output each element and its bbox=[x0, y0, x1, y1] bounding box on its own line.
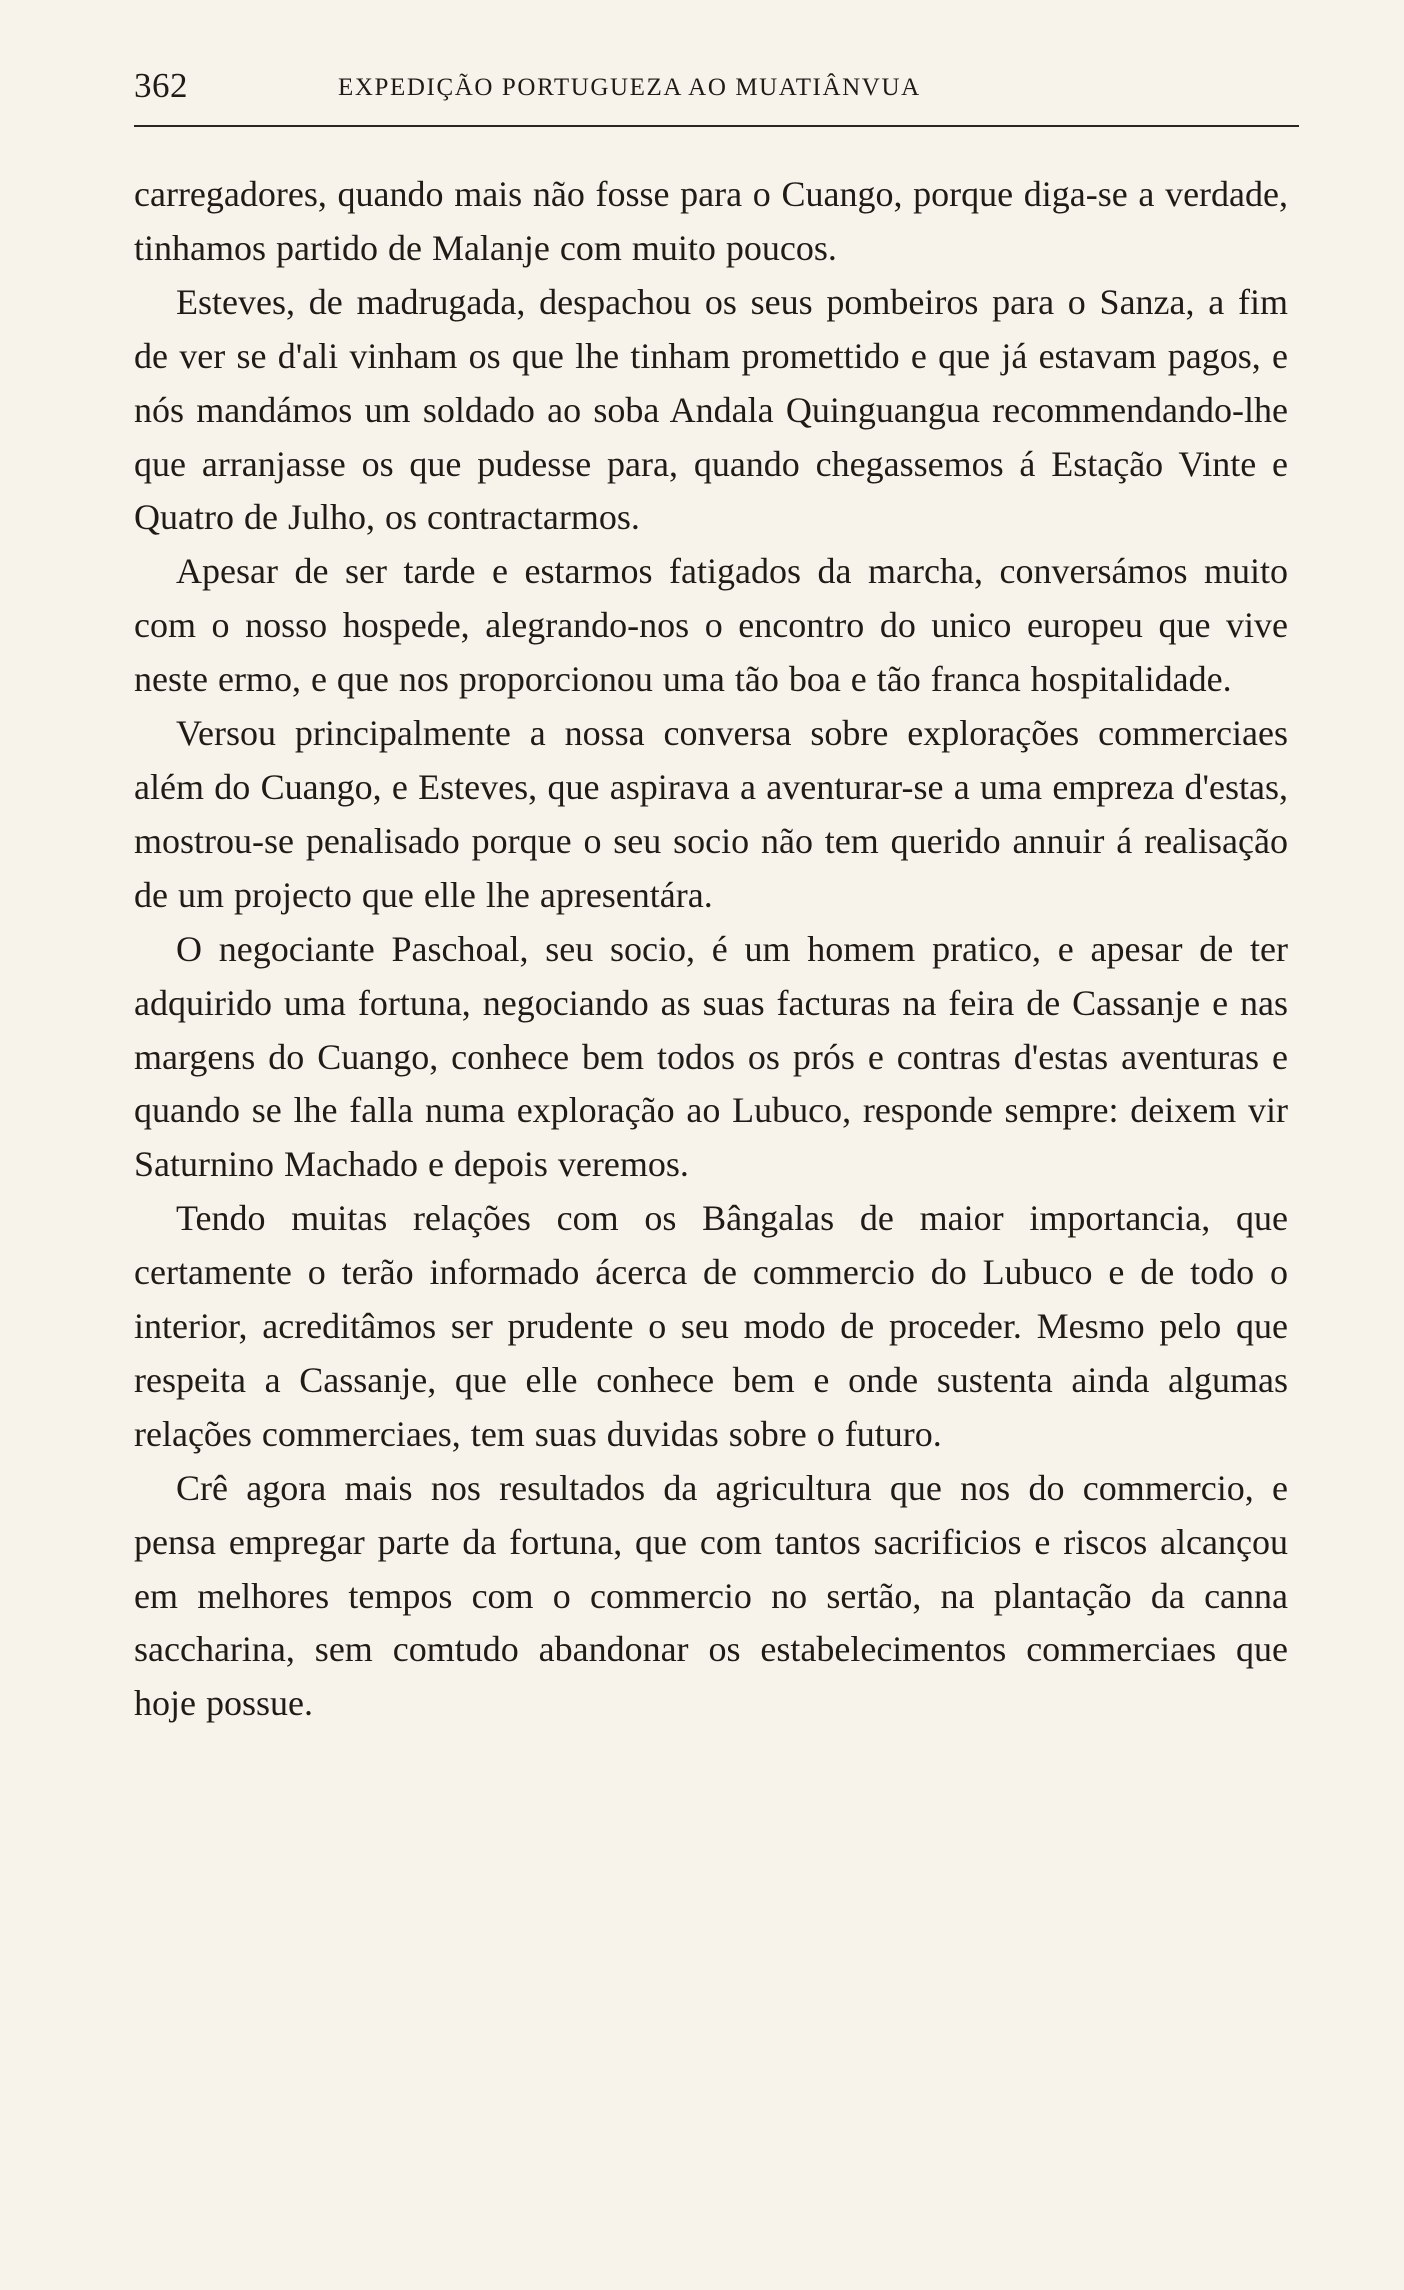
paragraph-5: O negociante Paschoal, seu socio, é um homem pratico, e apesar de ter adquirido uma fortuna, negociando as suas facturas na feira de Cassanje e nas margens do Cuango, conhece bem todos os prós e contras d'estas aventuras e quando se lhe falla numa exploração ao Lubuco, responde sempre: deixem vir Saturnino Machado e depois veremos. bbox=[134, 928, 1288, 1185]
paragraph-6: Tendo muitas relações com os Bângalas de maior importancia, que certamente o terão informado ácerca de commercio do Lubuco e de todo o interior, acreditâmos ser prudente o seu modo de proceder. Mesmo pelo que respeita a Cassanje, que elle conhece bem e onde sustenta ainda algumas relações commerciaes, tem suas duvidas sobre o futuro. bbox=[134, 1198, 1288, 1454]
paragraph-2: Esteves, de madrugada, despachou os seus pombeiros para o Sanza, a fim de ver se d'ali vinham os que lhe tinham promettido e que já estavam pagos, e nós mandámos um soldado ao soba Andala Quinguangua recommendando-lhe que arranjasse os que pudesse para, quando chegassemos á Estação Vinte e Quatro de Julho, os contractarmos. bbox=[134, 281, 1288, 538]
header-rule bbox=[134, 125, 1299, 127]
paragraph-3: Apesar de ser tarde e estarmos fatigados da marcha, conversámos muito com o nosso hospede, alegrando-nos o encontro do unico europeu que vive neste ermo, e que nos proporcionou uma tão boa e tão franca hospitalidade. bbox=[134, 551, 1288, 700]
page-header bbox=[134, 62, 1300, 110]
running-title: EXPEDIÇÃO PORTUGUEZA AO MUATIÂNVUA bbox=[338, 74, 921, 101]
paragraph-1: carregadores, quando mais não fosse para o Cuango, porque diga-se a verdade, tinhamos partido de Malanje com muito poucos. bbox=[134, 174, 1288, 268]
body-text bbox=[134, 168, 1288, 1731]
paragraph-4: Versou principalmente a nossa conversa sobre explorações commerciaes além do Cuango, e Esteves, que aspirava a aventurar-se a uma empreza d'estas, mostrou-se penalisado porque o seu socio não tem querido annuir á realisação de um projecto que elle lhe apresentára. bbox=[134, 713, 1288, 915]
page-number: 362 bbox=[134, 66, 188, 105]
paragraph-7: Crê agora mais nos resultados da agricultura que nos do commercio, e pensa empregar parte da fortuna, que com tantos sacrificios e riscos alcançou em melhores tempos com o commercio no sertão, na plantação da canna saccharina, sem comtudo abandonar os estabelecimentos commerciaes que hoje possue. bbox=[134, 1467, 1288, 1724]
